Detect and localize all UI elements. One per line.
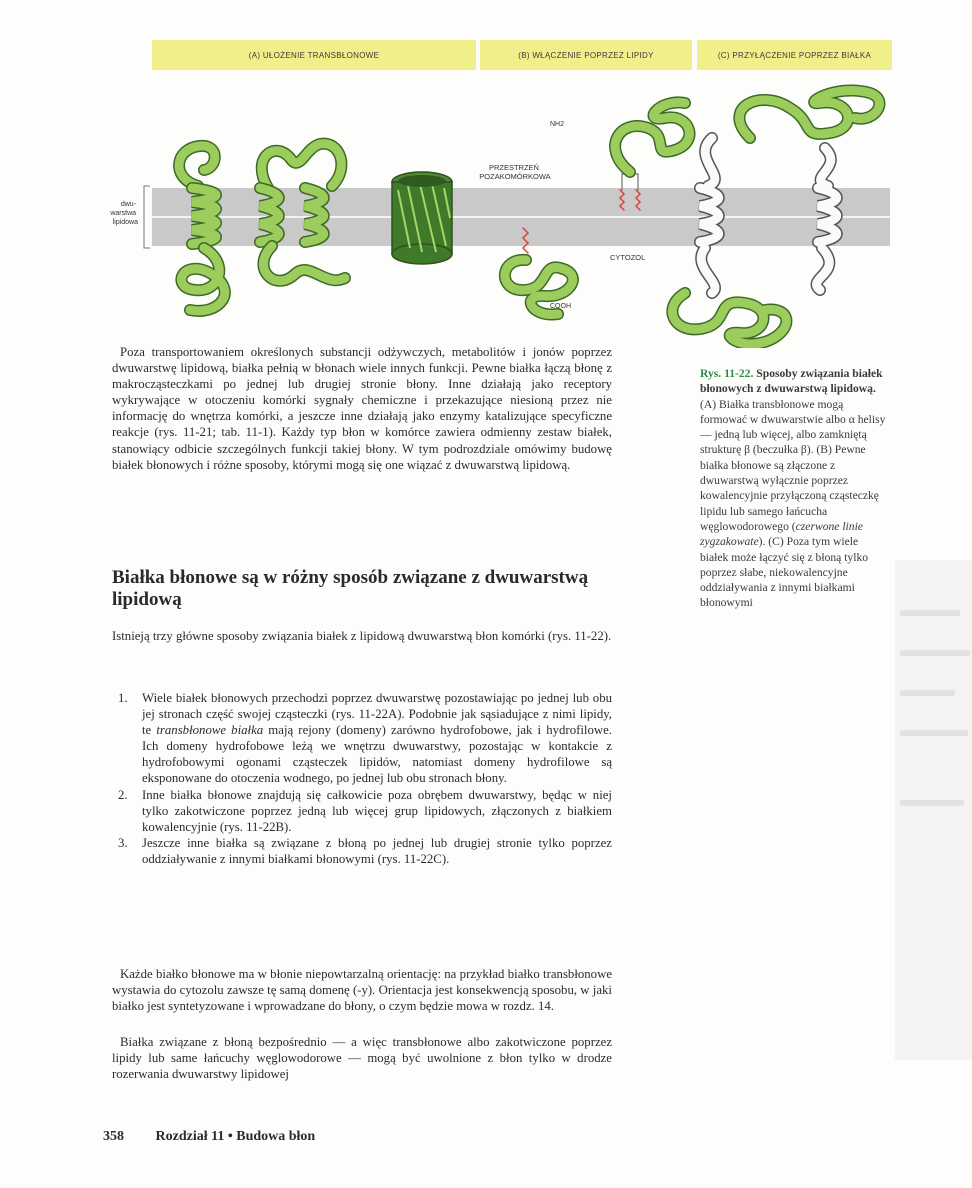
list-item [112,787,612,835]
direct-binding-paragraph [112,1034,612,1082]
bleed-line [900,610,960,616]
header-c: (C) PRZYŁĄCZENIE POPRZEZ BIAŁKA [697,40,892,70]
nh2-label: NH2 [550,121,565,128]
caption-title: Sposoby związania białek błonowych z dwuwarstwą lipidową. [700,367,883,396]
bilayer-bracket [144,186,150,248]
caption-text: (A) Białka transbłonowe mogą formować w dwuwarstwie albo α helisy — jedną lub więcej, albo zamkniętą strukturę β (beczułka β). (B) Pewne białka błonowe są złączone z dwuwarstwą wyłącznie poprzez kowalencyjnie przyłączoną cząsteczkę lipidu lub samego łańcucha węglowodorowego (czerwone linie zygzakowate). (C) Poza tym wiele białek może łączyć się z błoną tylko poprzez słabe, niekowalencyjne oddziaływania z innymi białkami błonowymi [700,397,886,610]
list-item [112,690,612,787]
bleed-line [900,690,955,696]
caption-figure-id: Rys. 11-22. [700,367,754,380]
bilayer-label: dwu- warstwa lipidowa [110,201,138,226]
orientation-paragraph-text: Każde białko błonowe ma w błonie niepowtarzalną orientację: na przykład białko transbłonowe wystawia do cytozolu zawsze tę samą domenę (-y). Orientacja jest konsekwencją sposobu, w jaki białko jest syntetyzowane i wprowadzane do błony, o czym będzie mowa w rozdz. 14. [112,967,612,1014]
membrane-protein-figure [100,78,890,348]
list-item [112,835,612,867]
list-item-number: 1. [118,691,128,705]
intro-paragraph-text: Poza transportowaniem określonych substancji odżywczych, metabolitów i jonów poprzez dwuwarstwę lipidową, białka pełnią w błonach wiele innych funkcji. Pewne białka łączą błonę z makrocząsteczkami po jednej lub drugiej stronie błony. Inne działają jako receptory wykrywające w otoczeniu komórki sygnały chemiczne i przekazujące niesioną przez nie informację do wnętrza komórki, a jeszcze inne działają jako enzymy katalizujące specyficzne reakcje (rys. 11-21; tab. 11-1). Każdy typ błon w komórce zawiera odmienny zestaw białek, stanowiący odbicie szczególnych funkcji takiej błony. W tym podrozdziale omówimy budowę białek błonowych i różne sposoby, którymi mogą się one wiązać z dwuwarstwą lipidową. [112,345,612,472]
bleed-through-column [895,560,972,1060]
header-b: (B) WŁĄCZENIE POPRZEZ LIPIDY [480,40,692,70]
page-number: 358 [103,1129,124,1144]
section-heading: Białka błonowe są w różny sposób związane z dwuwarstwą lipidową [112,567,589,610]
figure-caption [700,366,888,611]
extracellular-label: PRZESTRZEŃ POZAKOMÓRKOWA [479,163,551,181]
cooh-label: COOH [550,303,571,310]
list-item-text: Inne białka błonowe znajdują się całkowicie poza obrębem dwuwarstwy, będąc w niej tylko zakotwiczone poprzez jedną lub więcej grup lipidowych, złączonych z białkiem kowalencyjnie (rys. 11-22B). [142,787,612,834]
list-item-number: 2. [118,787,128,802]
figure-panel-headers [152,40,892,70]
page-footer [103,1129,315,1145]
bleed-line [900,800,964,806]
cytosol-label: CYTOZOL [610,253,646,262]
list-item-number: 3. [118,835,128,850]
section-intro-text: Istnieją trzy główne sposoby związania białek z lipidową dwuwarstwą błon komórki (rys. 11-22). [112,629,612,643]
beta-barrel-icon [392,172,452,264]
list-item-text: Wiele białek błonowych przechodzi poprzez dwuwarstwę pozostawiając po jednej lub obu jej stronach część swojej cząsteczki (rys. 11-22A). Podobnie jak sąsiadujące z nimi lipidy, te transbłonowe białka mają rejony (domeny) zarówno hydrofobowe, jak i hydrofilowe. Ich domeny hydrofobowe leżą we wnętrzu dwuwarstwy, pozostając w kontakcie z hydrofobowymi ogonami cząsteczek lipidów, natomiast domeny hydrofilowe są eksponowane do otoczenia wodnego, po jednej lub obu stronach błony. [142,691,612,786]
list-item-text: Jeszcze inne białka są związane z błoną po jednej lub drugiej stronie tylko poprzez oddziaływanie z innymi białkami błonowymi (rys. 11-22C). [142,835,612,866]
bleed-line [900,650,970,656]
chapter-title: Rozdział 11 • Budowa błon [155,1129,316,1144]
intro-paragraph [112,344,612,473]
bleed-line [900,730,968,736]
header-a: (A) UŁOŻENIE TRANSBŁONOWE [152,40,476,70]
section-intro [112,628,612,644]
orientation-paragraph [112,966,612,1014]
direct-binding-paragraph-text: Białka związane z błoną bezpośrednio — a więc transbłonowe albo zakotwiczone poprzez lipidy lub same łańcuchy węglowodorowe — mogą być uwolnione z błon tylko w drodze rozerwania dwuwarstwy lipidowej [112,1035,612,1082]
numbered-list [112,690,612,867]
